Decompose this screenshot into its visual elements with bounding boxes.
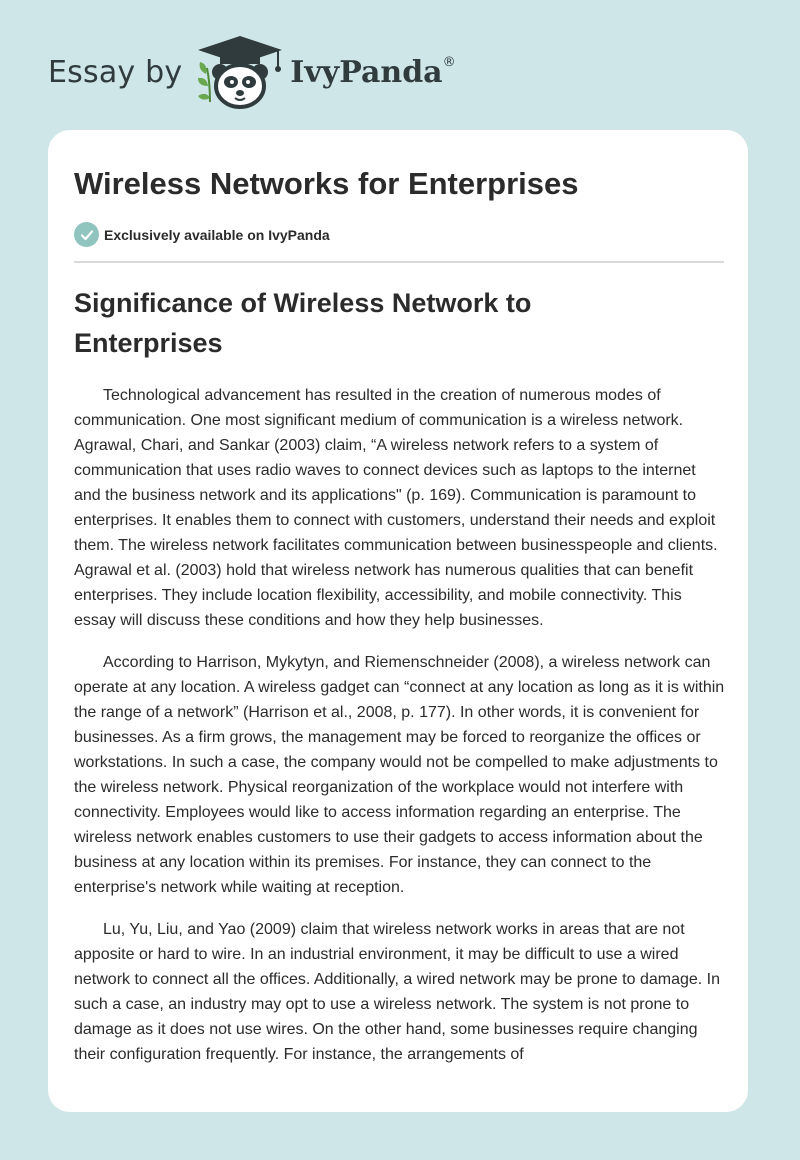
divider [74, 261, 724, 263]
essay-by-label: Essay by [48, 54, 183, 90]
exclusive-badge [74, 222, 330, 247]
brand-label: IvyPanda [290, 54, 443, 90]
checkmark-icon [74, 222, 99, 247]
registered-mark: ® [442, 54, 456, 70]
paragraph: Technological advancement has resulted in the creation of numerous modes of communication. One most significant medium of communication is a wireless network. Agrawal, Chari, and Sankar (2003) claim, “A wireless network refers to a system of communication that uses radio waves to connect devices such as laptops to the internet and the business network and its applications" (p. 169). Communication is paramount to enterprises. It enables them to connect with customers, understand their needs and exploit them. The wireless network facilitates communication between businesspeople and clients. Agrawal et al. (2003) hold that wireless network has numerous qualities that can benefit enterprises. They include location flexibility, accessibility, and mobile connectivity. This essay will discuss these conditions and how they help businesses. [74, 387, 718, 629]
ivypanda-logo-icon[interactable] [192, 34, 288, 110]
paragraph: According to Harrison, Mykytyn, and Riemenschneider (2008), a wireless network can operate at any location. A wireless gadget can “connect at any location as long as it is within the range of a network” (Harrison et al., 2008, p. 177). In other words, it is convenient for businesses. As a firm grows, the management may be forced to reorganize the offices or workstations. In such a case, the company would not be compelled to make adjustments to the wireless network. Physical reorganization of the workplace would not interfere with connectivity. Employees would like to access information regarding an enterprise. The wireless network enables customers to use their gadgets to access information about the business at any location within its premises. For instance, they can connect to the enterprise's network while waiting at reception. [74, 654, 725, 896]
site-header [48, 34, 456, 110]
paragraph: Lu, Yu, Liu, and Yao (2009) claim that wireless network works in areas that are not apposite or hard to wire. In an industrial environment, it may be difficult to use a wired network to connect all the offices. Additionally, a wired network may be prone to damage. In such a case, an industry may opt to use a wireless network. The system is not prone to damage as it does not use wires. On the other hand, some businesses require changing their configuration frequently. For instance, the arrangements of [74, 921, 720, 1063]
page-title: Wireless Networks for Enterprises [74, 166, 579, 201]
essay-body [74, 383, 726, 1084]
section-heading: Significance of Wireless Network to Enterprises [74, 288, 532, 358]
badge-label: Exclusively available on IvyPanda [104, 226, 330, 243]
essay-card [48, 130, 748, 1112]
brand-name[interactable] [290, 55, 455, 90]
